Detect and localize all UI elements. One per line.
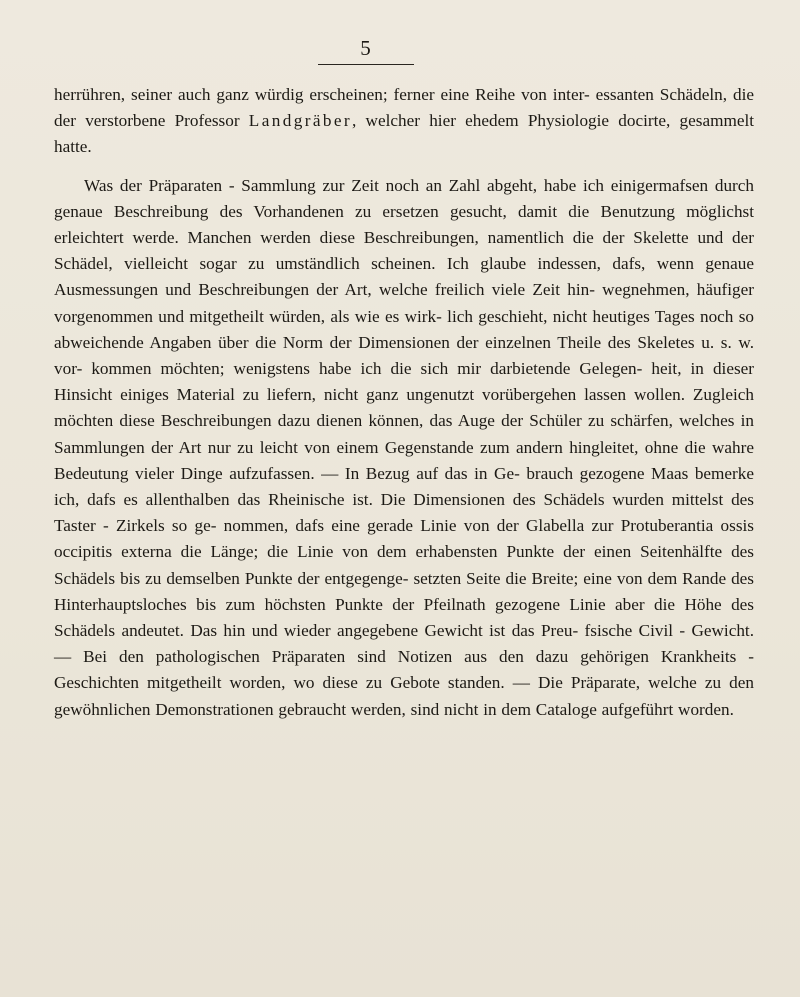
paragraph-main: Was der Präparaten - Sammlung zur Zeit noch an Zahl abgeht, habe ich einigermafsen durch genaue Beschreibung des Vorhandenen zu ersetzen gesucht, damit die Benutzung möglichst erleichtert werde. Manchen werden diese Beschreibungen, namentlich die der Skelette und der Schädel, vielleicht sogar zu umständlich scheinen. Ich glaube indessen, dafs, wenn genaue Ausmessungen und Beschreibungen der Art, welche freilich viele Zeit hin- wegnehmen, häufiger vorgenommen und mitgetheilt würden, als wie es wirk- lich geschieht, nicht heutiges Tages noch so abweichende Angaben über die Norm der Dimensionen der einzelnen Theile des Skeletes u. s. w. vor- kommen möchten; wenigstens habe ich die sich mir darbietende Gelegen- heit, in dieser Hinsicht einiges Material zu liefern, nicht ganz ungenutzt vorübergehen lassen wollen. Zugleich möchten diese Beschreibungen dazu dienen können, das Auge der Schüler zu schärfen, welches in Sammlungen der Art nur zu leicht von einem Gegenstande zum andern hingleitet, ohne die wahre Bedeutung vieler Dinge aufzufassen. — In Bezug auf das in Ge- brauch gezogene Maas bemerke ich, dafs es allenthalben das Rheinische ist. Die Dimensionen des Schädels wurden mittelst des Taster - Zirkels so ge- nommen, dafs eine gerade Linie von der Glabella zur Protuberantia ossis occipitis externa die Länge; die Linie von dem erhabensten Punkte der einen Seitenhälfte des Schädels bis zu demselben Punkte der entgegenge- setzten Seite die Breite; eine von dem Rande des Hinterhauptsloches bis zum höchsten Punkte der Pfeilnath gezogene Linie aber die Höhe des Schädels andeutet. Das hin und wieder angegebene Gewicht ist das Preu- fsische Civil - Gewicht. — Bei den pathologischen Präparaten sind Notizen aus den dazu gehörigen Krankheits - Geschichten mitgetheilt worden, wo diese zu Gebote standen. — Die Präparate, welche zu den gewöhnlichen Demonstrationen gebraucht werden, sind nicht in dem Cataloge aufgeführt worden.: [54, 175, 754, 719]
page-number-rule: [318, 64, 414, 65]
page-number: 5: [360, 36, 372, 60]
spaced-name-landgraeber: Landgräber: [248, 111, 353, 131]
paragraph-continuation-end: , welcher hier ehedem Physiologie docirte, gesammelt hatte.: [54, 111, 754, 157]
paragraph-continuation-text: herrühren, seiner auch ganz würdig erscheinen; ferner eine Reihe von inter- essanten Schädeln, die der verstorbene Professor: [54, 85, 754, 131]
body-text: [54, 82, 754, 723]
paragraph-continuation: [54, 82, 754, 161]
